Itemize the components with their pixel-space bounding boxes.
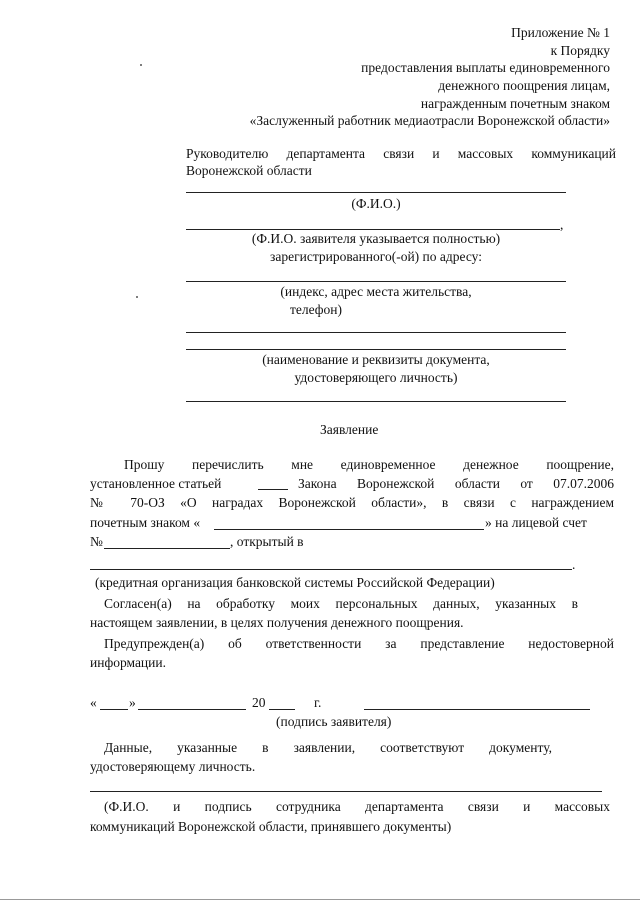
- body-line-4a: почетным знаком «: [90, 515, 201, 530]
- date-open-quote: «: [90, 695, 97, 710]
- employee-line: [90, 791, 602, 792]
- header-line-1: Приложение № 1: [511, 25, 610, 40]
- header-line-5: награжденным почетным знаком: [420, 96, 610, 111]
- signature-caption: (подпись заявителя): [276, 714, 392, 729]
- day-blank: [100, 709, 128, 710]
- account-blank: [104, 548, 230, 549]
- body-line-5a: №: [90, 534, 103, 549]
- header-line-6: «Заслуженный работник медиаотрасли Воронежской области»: [249, 113, 610, 128]
- scan-edge: [0, 899, 640, 900]
- addressee-line-1: Руководителю департамента связи и массовых коммуникаций: [186, 146, 616, 161]
- addressee-line-2: Воронежской области: [186, 163, 312, 178]
- year-suffix: г.: [314, 695, 322, 710]
- address-caption-1: (индекс, адрес места жительства,: [280, 284, 472, 299]
- signature-line: [364, 709, 590, 710]
- fio-line: [186, 192, 566, 193]
- body-line-5b: , открытый в: [230, 534, 304, 549]
- bank-line: [90, 569, 572, 570]
- applicant-comma: ,: [560, 217, 564, 232]
- applicant-caption-1: (Ф.И.О. заявителя указывается полностью): [251, 231, 501, 246]
- document-title: Заявление: [320, 422, 379, 437]
- year-prefix: 20: [252, 695, 266, 710]
- scan-dot: [136, 296, 138, 298]
- bank-caption: (кредитная организация банковской системы Российской Федерации): [95, 575, 495, 590]
- employee-caption-1: (Ф.И.О. и подпись сотрудника департамента связи и массовых: [104, 799, 610, 814]
- warned-line-1: Предупрежден(а) об ответственности за представление недостоверной: [104, 636, 614, 651]
- header-line-2: к Порядку: [550, 43, 610, 58]
- month-blank: [138, 709, 246, 710]
- body-line-1: Прошу перечислить мне единовременное денежное поощрение,: [124, 457, 614, 472]
- body-line-2b: Закона Воронежской области от 07.07.2006: [298, 476, 614, 491]
- consent-line-1: Согласен(а) на обработку моих персональных данных, указанных в: [104, 596, 578, 611]
- applicant-caption-2: зарегистрированного(-ой) по адресу:: [270, 249, 482, 264]
- document-caption-1: (наименование и реквизиты документа,: [262, 352, 490, 367]
- address-caption-2: телефон): [290, 302, 343, 317]
- fio-caption: (Ф.И.О.): [351, 196, 401, 211]
- scan-dot: [140, 64, 142, 66]
- address-line: [186, 281, 566, 282]
- badge-blank: [214, 529, 484, 530]
- verification-line-1: Данные, указанные в заявлении, соответствуют документу,: [104, 740, 552, 755]
- body-line-3: № 70-ОЗ «О наградах Воронежской области», в связи с награждением: [90, 495, 614, 510]
- date-close-quote: »: [129, 695, 136, 710]
- document-caption-2: удостоверяющего личность): [294, 370, 458, 385]
- body-line-2a: установленное статьей: [90, 476, 222, 491]
- article-blank: [258, 489, 288, 490]
- document-line-1: [186, 332, 566, 333]
- document-line-2: [186, 349, 566, 350]
- employee-caption-2: коммуникаций Воронежской области, принявшего документы): [90, 819, 452, 834]
- warned-line-2: информации.: [90, 655, 166, 670]
- verification-line-2: удостоверяющему личность.: [90, 759, 256, 774]
- year-blank: [269, 709, 295, 710]
- body-line-4b: » на лицевой счет: [485, 515, 587, 530]
- header-line-3: предоставления выплаты единовременного: [361, 60, 610, 75]
- bank-line-period: .: [572, 557, 576, 572]
- document-line-3: [186, 401, 566, 402]
- consent-line-2: настоящем заявлении, в целях получения денежного поощрения.: [90, 615, 464, 630]
- header-line-4: денежного поощрения лицам,: [438, 78, 610, 93]
